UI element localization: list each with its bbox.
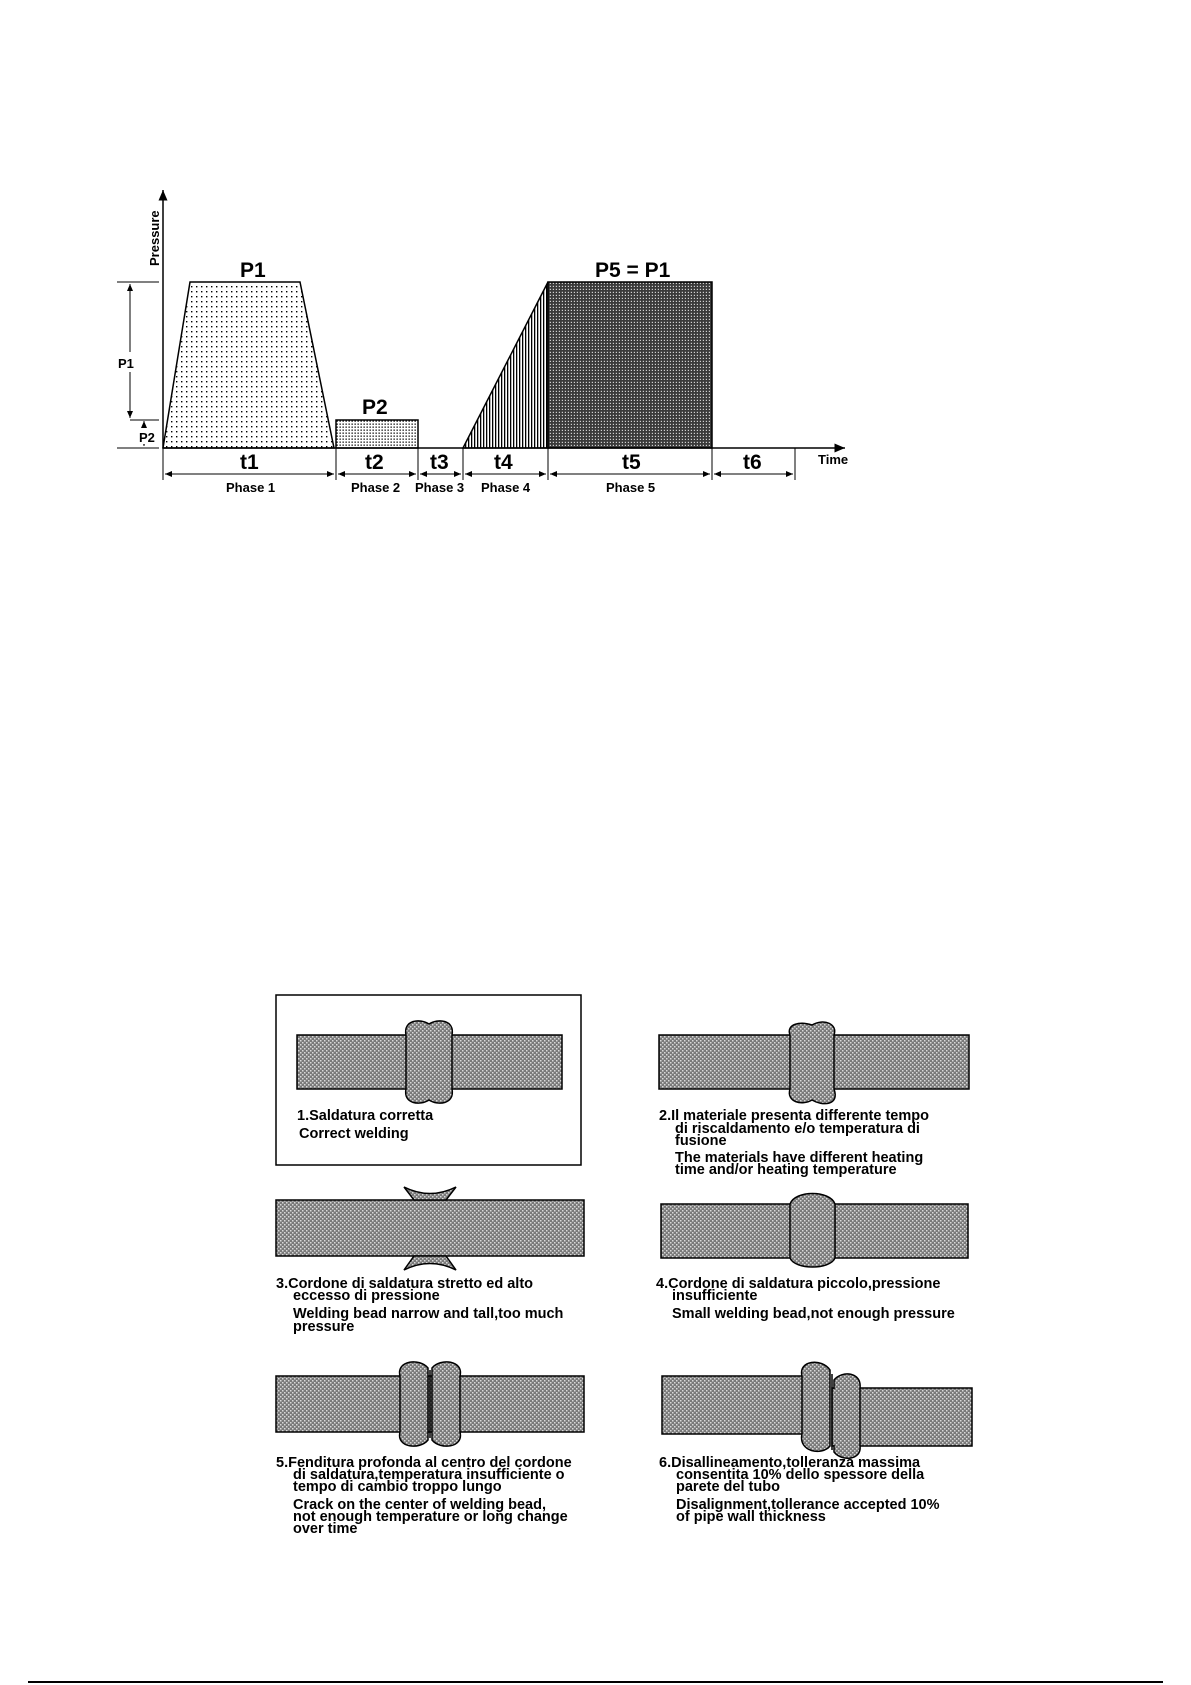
bead-example-1: [276, 995, 581, 1165]
interval-t2: t2: [365, 451, 384, 474]
example-4-title: 4.Cordone di saldatura piccolo,pressione: [656, 1276, 941, 1292]
example-5-title: 5.Fenditura profonda al centro del cordone: [276, 1455, 572, 1471]
x-axis-label: Time: [818, 452, 849, 467]
example-5-it-line-2: tempo di cambio troppo lungo: [293, 1479, 502, 1495]
phase-2-label: Phase 2: [351, 480, 401, 495]
example-6-en-line-2: of pipe wall thickness: [676, 1509, 826, 1525]
example-5-en-line-3: over time: [293, 1521, 358, 1537]
example-6-title: 6.Disallineamento,tolleranza massima: [659, 1455, 921, 1471]
example-2-en-line-1: The materials have different heating: [675, 1150, 924, 1166]
phase5-area: [548, 282, 712, 448]
pressure-diagram: [117, 190, 848, 495]
phase-5-label: Phase 5: [606, 480, 656, 495]
example-5-en-line-1: Crack on the center of welding bead,: [293, 1497, 546, 1513]
interval-t1: t1: [240, 451, 259, 474]
example-6-en-line-1: Disalignment,tollerance accepted 10%: [676, 1497, 940, 1513]
example-5-it-line-1: di saldatura,temperatura insufficiente o: [293, 1467, 565, 1483]
p1-label: P1: [240, 259, 266, 282]
bead-example-6: [659, 1362, 972, 1525]
bead-example-5: [276, 1362, 584, 1537]
interval-t5: t5: [622, 451, 641, 474]
example-2-it-line-1: di riscaldamento e/o temperatura di: [675, 1121, 920, 1137]
example-4-it-line-1: insufficiente: [672, 1288, 758, 1304]
y-axis-label: Pressure: [147, 210, 162, 266]
example-3-en-line-1: Welding bead narrow and tall,too much: [293, 1306, 564, 1322]
example-5-en-line-2: not enough temperature or long change: [293, 1509, 568, 1525]
example-6-it-line-2: parete del tubo: [676, 1479, 780, 1495]
bead-example-4: [656, 1194, 968, 1323]
example-3-title: 3.Cordone di saldatura stretto ed alto: [276, 1276, 534, 1292]
phase1-area: [163, 282, 334, 448]
p1-side-label: P1: [118, 356, 134, 371]
bead-example-3: [276, 1187, 584, 1335]
footer-rule: [28, 1681, 1163, 1683]
phase2-area: [336, 420, 418, 448]
phase-3-label: Phase 3: [415, 480, 465, 495]
phase4-area: [463, 282, 548, 448]
example-2-it-line-2: fusione: [675, 1133, 727, 1149]
interval-t3: t3: [430, 451, 449, 474]
phase-4-label: Phase 4: [481, 480, 531, 495]
example-1-title: 1.Saldatura corretta: [297, 1108, 434, 1124]
phase-1-label: Phase 1: [226, 480, 276, 495]
interval-t6: t6: [743, 451, 762, 474]
example-4-en-line-1: Small welding bead,not enough pressure: [672, 1306, 955, 1322]
p2-label: P2: [362, 396, 388, 419]
example-3-en-line-2: pressure: [293, 1319, 355, 1335]
example-2-en-line-2: time and/or heating temperature: [675, 1162, 897, 1178]
example-1-en-line-1: Correct welding: [299, 1126, 409, 1142]
bead-example-2: [659, 1022, 969, 1178]
example-2-title: 2.Il materiale presenta differente tempo: [659, 1108, 929, 1124]
interval-t4: t4: [494, 451, 513, 474]
example-6-it-line-1: consentita 10% dello spessore della: [676, 1467, 925, 1483]
p5-label: P5 = P1: [595, 259, 671, 282]
p2-side-label: P2: [139, 430, 155, 445]
example-3-it-line-1: eccesso di pressione: [293, 1288, 440, 1304]
